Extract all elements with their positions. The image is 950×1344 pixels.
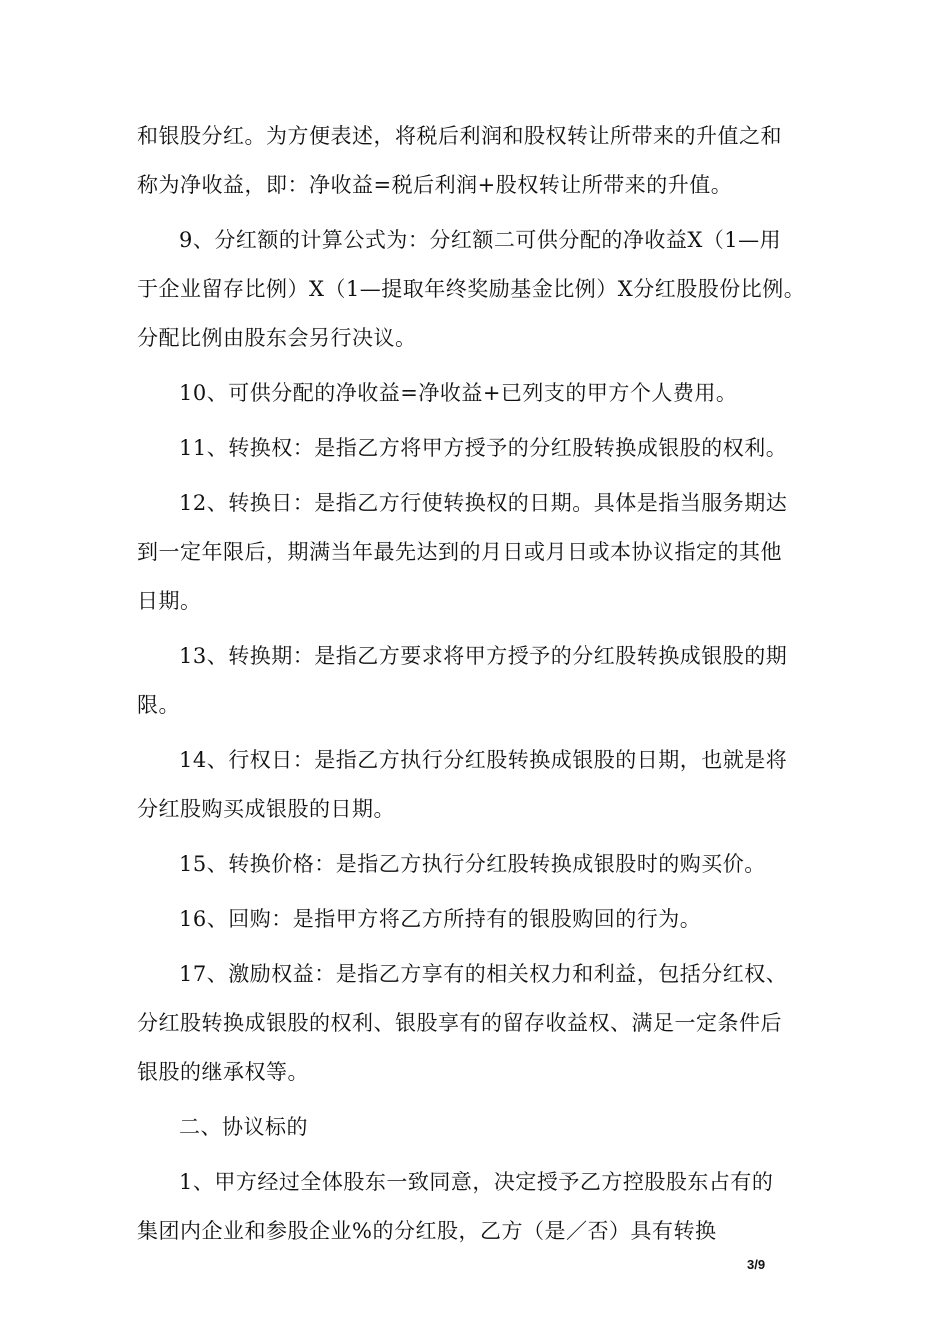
text-line: 分红股购买成银股的日期。 — [137, 797, 395, 821]
paragraph-item-10 — [137, 369, 817, 418]
paragraph-item-16 — [137, 895, 817, 944]
page-number: 3/9 — [747, 1257, 766, 1272]
text-line: 12、转换日：是指乙方行使转换权的日期。具体是指当服务期达 — [179, 491, 788, 515]
text-line: 11、转换权：是指乙方将甲方授予的分红股转换成银股的权利。 — [179, 436, 788, 460]
paragraph-item-13 — [137, 632, 817, 730]
paragraph-item-9 — [137, 216, 817, 363]
paragraph-item-17 — [137, 950, 817, 1097]
section-heading — [137, 1103, 817, 1152]
paragraph-item-12 — [137, 479, 817, 626]
paragraph-item-14 — [137, 736, 817, 834]
text-line: 分红股转换成银股的权利、银股享有的留存收益权、满足一定条件后 — [137, 1011, 782, 1035]
paragraph-section-2-item-1 — [137, 1158, 817, 1256]
text-line: 到一定年限后，期满当年最先达到的月日或月日或本协议指定的其他 — [137, 540, 782, 564]
paragraph-continuation — [137, 112, 817, 210]
text-line: 限。 — [137, 693, 180, 717]
text-line: 10、可供分配的净收益=净收益+已列支的甲方个人费用。 — [179, 381, 738, 405]
text-line: 银股的继承权等。 — [137, 1060, 309, 1084]
text-line: 1、甲方经过全体股东一致同意，决定授予乙方控股股东占有的 — [179, 1170, 774, 1194]
text-line: 二、协议标的 — [179, 1115, 308, 1139]
document-body — [137, 112, 817, 1262]
text-line: 17、激励权益：是指乙方享有的相关权力和利益，包括分红权、 — [179, 962, 788, 986]
text-line: 于企业留存比例）X（1—提取年终奖励基金比例）X分红股股份比例。 — [137, 277, 806, 301]
paragraph-item-11 — [137, 424, 817, 473]
text-line: 15、转换价格：是指乙方执行分红股转换成银股时的购买价。 — [179, 852, 766, 876]
text-line: 分配比例由股东会另行决议。 — [137, 326, 417, 350]
text-line: 和银股分红。为方便表述，将税后利润和股权转让所带来的升值之和 — [137, 124, 782, 148]
paragraph-item-15 — [137, 840, 817, 889]
text-line: 16、回购：是指甲方将乙方所持有的银股购回的行为。 — [179, 907, 702, 931]
text-line: 集团内企业和参股企业%的分红股，乙方（是／否）具有转换 — [137, 1219, 717, 1243]
text-line: 日期。 — [137, 589, 202, 613]
text-line: 称为净收益，即：净收益=税后利润+股权转让所带来的升值。 — [137, 173, 733, 197]
text-line: 9、分红额的计算公式为：分红额二可供分配的净收益X（1—用 — [179, 228, 782, 252]
text-line: 14、行权日：是指乙方执行分红股转换成银股的日期，也就是将 — [179, 748, 788, 772]
text-line: 13、转换期：是指乙方要求将甲方授予的分红股转换成银股的期 — [179, 644, 788, 668]
